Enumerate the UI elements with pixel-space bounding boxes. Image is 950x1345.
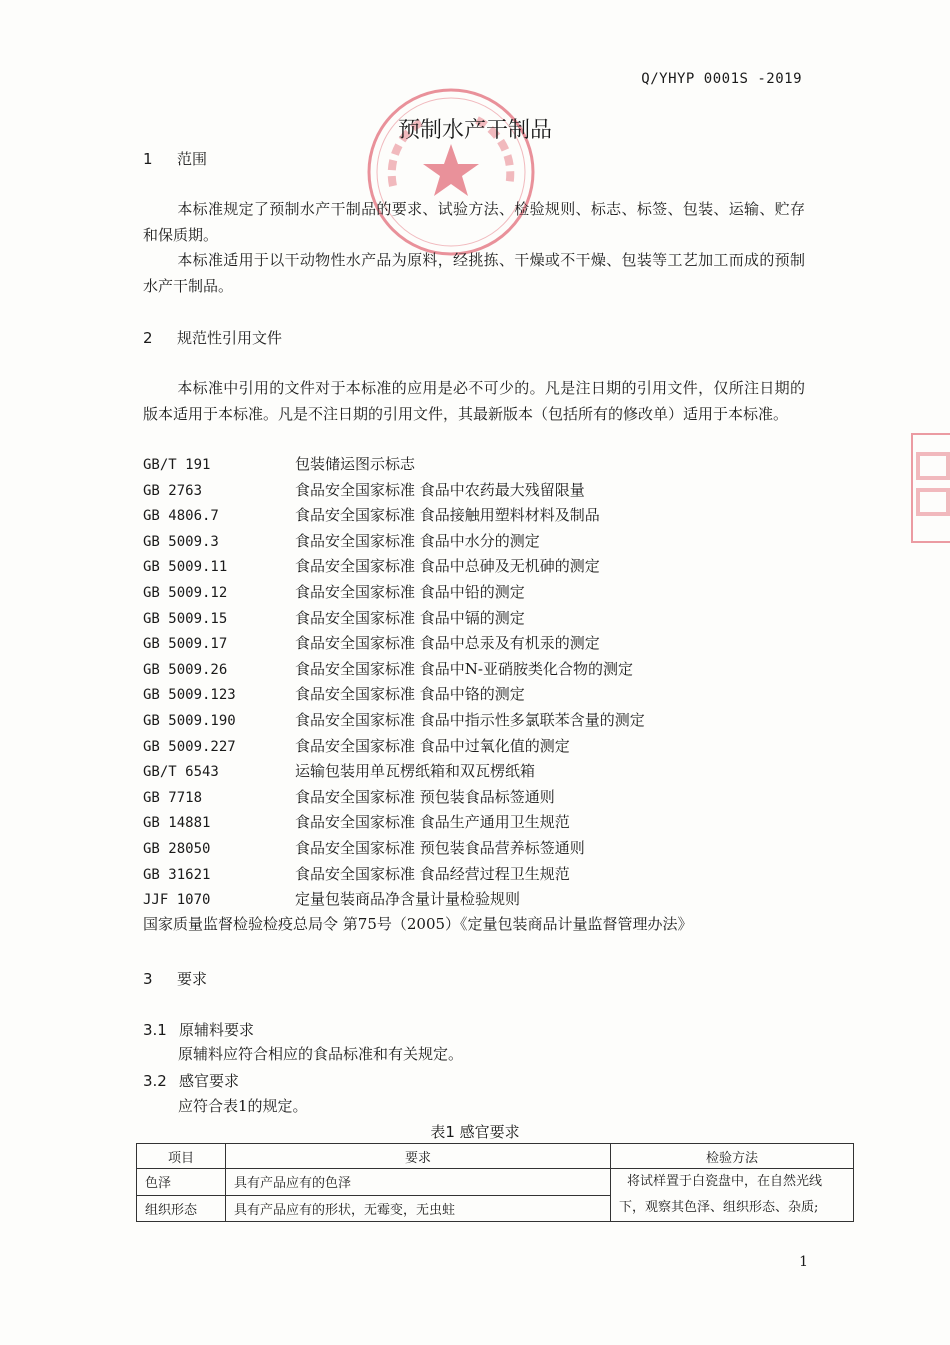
method-line: 将试样置于白瓷盘中，在自然光线 (627, 1174, 823, 1189)
reference-code: GB/T 191 (143, 457, 211, 473)
reference-code: GB 5009.26 (143, 661, 228, 678)
section-heading-scope (143, 148, 207, 169)
section-title: 范围 (177, 150, 208, 168)
section-title: 原辅料要求 (179, 1021, 255, 1039)
reference-name: 定量包装商品净含量计量检验规则 (295, 890, 521, 909)
header-cell: 项目 (137, 1144, 226, 1169)
reference-name: 食品安全国家标准 食品中农药最大残留限量 (295, 480, 585, 499)
reference-item (143, 580, 823, 606)
table-caption: 表1 感官要求 (430, 1123, 520, 1141)
section-title: 感官要求 (179, 1072, 240, 1090)
reference-list (143, 452, 823, 913)
reference-item (143, 529, 823, 555)
reference-item (143, 708, 823, 734)
reference-code: GB 5009.12 (143, 584, 228, 601)
table-cell: 具有产品应有的形状，无霉变，无虫蛀 (226, 1195, 611, 1222)
reference-name: 食品安全国家标准 食品接触用塑料材料及制品 (295, 506, 600, 525)
reference-item (143, 887, 823, 913)
section-number: 3.2 (143, 1072, 167, 1090)
paragraph-text: 本标准规定了预制水产干制品的要求、试验方法、检验规则、标志、标签、包装、运输、贮存和保质期。 (143, 200, 805, 244)
reference-item (143, 759, 823, 785)
reference-name: 食品安全国家标准 食品经营过程卫生规范 (295, 864, 570, 883)
reference-item (143, 503, 823, 529)
reference-item (143, 836, 823, 862)
reference-code: GB 2763 (143, 482, 203, 499)
reference-name: 食品安全国家标准 食品中N-亚硝胺类化合物的测定 (295, 659, 633, 678)
reference-name: 食品安全国家标准 食品生产通用卫生规范 (295, 813, 570, 832)
section-number: 3 (143, 970, 153, 988)
reference-code: GB 7718 (143, 789, 203, 806)
method-cell (611, 1169, 854, 1222)
scope-paragraph-2 (143, 248, 805, 299)
table-cell: 色泽 (137, 1169, 226, 1196)
reference-code: GB 5009.3 (143, 533, 219, 550)
paragraph-text: 本标准适用于以干动物性水产品为原料，经挑拣、干燥或不干燥、包装等工艺加工而成的预制水产干制品。 (143, 251, 805, 295)
reference-name: 食品安全国家标准 食品中总汞及有机汞的测定 (295, 634, 600, 653)
method-line: 下，观察其色泽、组织形态、杂质; (619, 1200, 819, 1215)
reference-item (143, 682, 823, 708)
reference-name: 食品安全国家标准 食品中铬的测定 (295, 685, 525, 704)
section-title: 规范性引用文件 (177, 329, 283, 347)
section-number: 1 (143, 150, 153, 168)
reference-code: GB 5009.123 (143, 687, 236, 704)
reference-name: 食品安全国家标准 食品中镉的测定 (295, 608, 525, 627)
reference-code: GB 5009.17 (143, 636, 228, 653)
reference-code: GB 14881 (143, 815, 211, 832)
reference-code: GB 31621 (143, 866, 211, 883)
reference-code: GB 28050 (143, 840, 211, 857)
sensory-text: 应符合表1的规定。 (178, 1097, 308, 1115)
section-heading-references (143, 327, 282, 348)
table-header-row (137, 1144, 854, 1169)
reference-name: 食品安全国家标准 食品中铅的测定 (295, 582, 525, 601)
reference-name: 食品安全国家标准 食品中水分的测定 (295, 531, 540, 550)
table-cell: 组织形态 (137, 1195, 226, 1222)
reference-item (143, 810, 823, 836)
side-seal-icon (908, 432, 950, 544)
paragraph-text: 本标准中引用的文件对于本标准的应用是必不可少的。凡是注日期的引用文件，仅所注日期的版本适用于本标准。凡是不注日期的引用文件，其最新版本（包括所有的修改单）适用于本标准。 (143, 379, 805, 423)
section-heading-raw-material (143, 1019, 254, 1040)
header-cell: 检验方法 (611, 1144, 854, 1169)
reference-item (143, 452, 823, 478)
raw-material-text: 原辅料应符合相应的食品标准和有关规定。 (178, 1045, 464, 1063)
reference-item (143, 554, 823, 580)
reference-item (143, 862, 823, 888)
reference-code: GB 5009.190 (143, 712, 236, 729)
scope-paragraph-1 (143, 197, 805, 248)
section-heading-requirements (143, 968, 207, 989)
reference-name: 食品安全国家标准 食品中过氧化值的测定 (295, 736, 570, 755)
sensory-requirements-table (136, 1143, 854, 1222)
section-title: 要求 (177, 970, 208, 988)
reference-item (143, 734, 823, 760)
document-code: Q/YHYP 0001S -2019 (641, 71, 802, 87)
reference-name: 包装储运图示标志 (295, 455, 416, 473)
document-title: 预制水产干制品 (397, 118, 552, 143)
reference-name: 食品安全国家标准 食品中总砷及无机砷的测定 (295, 557, 600, 576)
reference-item (143, 785, 823, 811)
reference-name: 食品安全国家标准 预包装食品营养标签通则 (295, 838, 585, 857)
table-row (137, 1169, 854, 1196)
section-number: 2 (143, 329, 153, 347)
reference-item (143, 478, 823, 504)
reference-code: GB 5009.11 (143, 559, 228, 576)
reference-name: 运输包装用单瓦楞纸箱和双瓦楞纸箱 (295, 762, 536, 781)
reference-code: GB 4806.7 (143, 508, 219, 525)
reference-item (143, 631, 823, 657)
reference-code: GB/T 6543 (143, 764, 219, 781)
reference-code: GB 5009.15 (143, 610, 228, 627)
last-reference: 国家质量监督检验检疫总局令 第75号（2005）《定量包装商品计量监督管理办法》 (143, 915, 693, 933)
references-intro (143, 376, 805, 427)
reference-code: JJF 1070 (143, 892, 211, 909)
section-heading-sensory (143, 1070, 239, 1091)
reference-item (143, 606, 823, 632)
reference-item (143, 657, 823, 683)
page-number: 1 (799, 1254, 808, 1270)
table-cell: 具有产品应有的色泽 (226, 1169, 611, 1196)
reference-name: 食品安全国家标准 食品中指示性多氯联苯含量的测定 (295, 710, 645, 729)
reference-code: GB 5009.227 (143, 738, 236, 755)
reference-name: 食品安全国家标准 预包装食品标签通则 (295, 787, 555, 806)
header-cell: 要求 (226, 1144, 611, 1169)
section-number: 3.1 (143, 1021, 167, 1039)
